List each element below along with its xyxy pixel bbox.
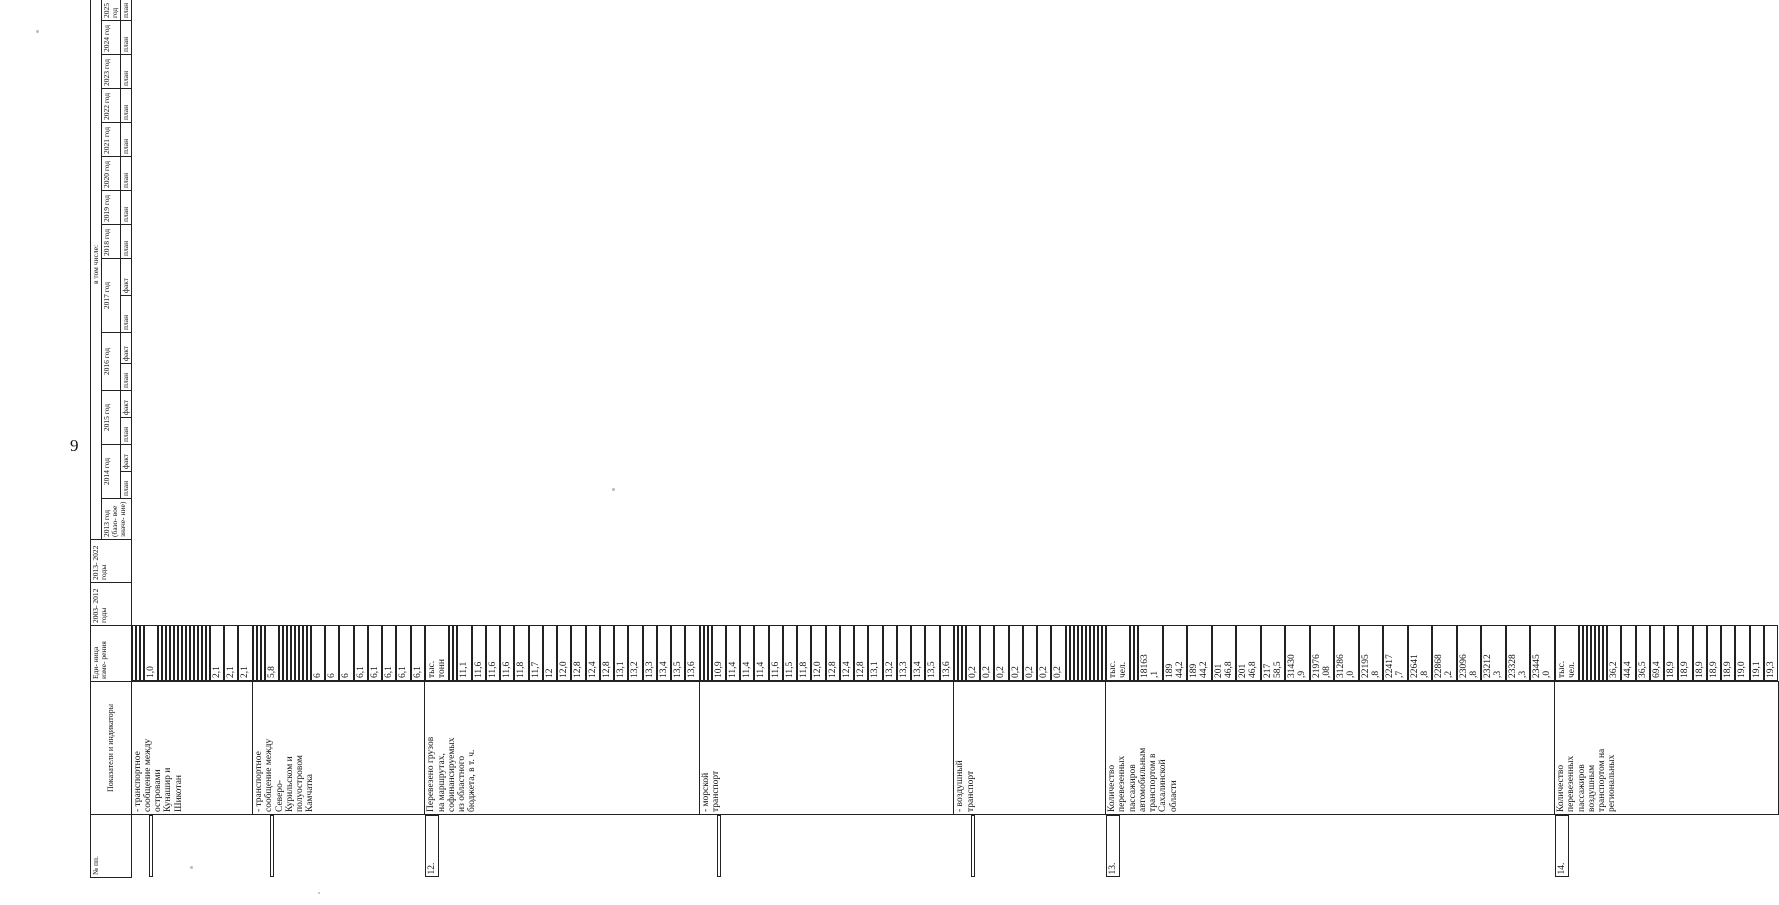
header-plan: план bbox=[120, 55, 131, 89]
cell-p14: 11,4 bbox=[726, 626, 740, 682]
cell-no: 12. bbox=[425, 815, 439, 878]
cell-y24: 23328 ,3 bbox=[1506, 626, 1531, 682]
cell-y19: 6 bbox=[325, 626, 339, 682]
cell-p16: 0,2 bbox=[1037, 626, 1051, 682]
cell-y23: 13,4 bbox=[911, 626, 925, 682]
header-unit: Еди- ница изме- рения bbox=[91, 626, 132, 682]
page-number: 9 bbox=[70, 436, 79, 455]
header-plan: план bbox=[120, 225, 131, 259]
cell-p14: 189 44,2 bbox=[1163, 626, 1188, 682]
cell-p17: 12,0 bbox=[811, 626, 825, 682]
cell-p15: 201 46,8 bbox=[1212, 626, 1237, 682]
cell-y19: 22417 ,7 bbox=[1383, 626, 1408, 682]
cell-b2013: 0,2 bbox=[966, 626, 980, 682]
cell-no bbox=[717, 815, 721, 878]
header-2024: 2024 год bbox=[101, 21, 120, 55]
cell-p16: 11,7 bbox=[529, 626, 543, 682]
cell-p14: 11,6 bbox=[472, 626, 486, 682]
cell-no bbox=[149, 815, 153, 878]
rotated-table-container bbox=[90, 2, 1776, 878]
cell-y22: 23096 ,8 bbox=[1457, 626, 1482, 682]
cell-y22: 13,3 bbox=[643, 626, 657, 682]
cell-y18: 18,9 bbox=[1664, 626, 1678, 682]
cell-f14: 11,6 bbox=[486, 626, 500, 682]
cell-y22: 18,9 bbox=[1721, 626, 1735, 682]
header-2018: 2018 год bbox=[101, 225, 120, 259]
cell-f15: 11,6 bbox=[769, 626, 783, 682]
scan-speck bbox=[190, 866, 193, 869]
header-2023: 2023 год bbox=[101, 55, 120, 89]
cell-p16: 36,2 bbox=[1607, 626, 1621, 682]
cell-p15: 0,2 bbox=[1009, 626, 1023, 682]
cell-name: Количество перевезенных пассажиров воздушным транспортом на региональных bbox=[1555, 682, 1779, 815]
header-plan: план bbox=[120, 0, 131, 21]
header-plan: план bbox=[120, 418, 131, 445]
scan-speck bbox=[612, 488, 615, 491]
scan-speck bbox=[318, 892, 320, 894]
table-row bbox=[253, 0, 425, 878]
cell-no bbox=[971, 815, 975, 878]
cell-y25: 13,6 bbox=[940, 626, 954, 682]
cell-f17: 12,8 bbox=[826, 626, 840, 682]
cell-f17: 69,4 bbox=[1650, 626, 1664, 682]
table-row bbox=[700, 0, 954, 878]
header-fact: факт bbox=[120, 391, 131, 418]
cell-y18: 6 bbox=[311, 626, 325, 682]
cell-y21: 13,2 bbox=[628, 626, 642, 682]
cell-name: - морской транспорт bbox=[700, 682, 954, 815]
cell-y19: 12,8 bbox=[600, 626, 614, 682]
header-fact: факт bbox=[120, 445, 131, 472]
cell-y24: 2,1 bbox=[224, 626, 238, 682]
cell-y25: 19,3 bbox=[1764, 626, 1778, 682]
cell-y23: 2,1 bbox=[210, 626, 224, 682]
cell-y19: 12,8 bbox=[854, 626, 868, 682]
table-row bbox=[1555, 0, 1779, 878]
cell-f14: 11,4 bbox=[740, 626, 754, 682]
cell-y21: 18,9 bbox=[1707, 626, 1721, 682]
cell-unit: тыс. чел. bbox=[1555, 626, 1580, 682]
cell-b2013: 1,0 bbox=[144, 626, 158, 682]
cell-f14: 0,2 bbox=[994, 626, 1008, 682]
header-2013-2022: 2013- 2022 годы bbox=[91, 540, 132, 583]
header-2017: 2017 год bbox=[101, 259, 120, 333]
cell-y18: 12,4 bbox=[840, 626, 854, 682]
header-plan: план bbox=[120, 21, 131, 55]
header-2003-2012: 2003- 2012 годы bbox=[91, 583, 132, 626]
header-plan: план bbox=[120, 472, 131, 499]
cell-f15: 11,8 bbox=[514, 626, 528, 682]
cell-y22: 6,1 bbox=[368, 626, 382, 682]
cell-y20: 22641 ,8 bbox=[1408, 626, 1433, 682]
cell-y25: 6,1 bbox=[411, 626, 425, 682]
cell-y21: 6,1 bbox=[354, 626, 368, 682]
cell-p17: 21976 ,08 bbox=[1310, 626, 1335, 682]
header-2016: 2016 год bbox=[101, 333, 120, 391]
cell-name: - транспортное сообщение между островами Кунашир и Шикотан bbox=[131, 682, 253, 815]
cell-no bbox=[270, 815, 274, 878]
cell-y24: 6,1 bbox=[396, 626, 410, 682]
header-plan: план bbox=[120, 296, 131, 333]
cell-f16: 31430 ,9 bbox=[1285, 626, 1310, 682]
cell-y24: 13,5 bbox=[671, 626, 685, 682]
table-row bbox=[425, 0, 700, 878]
cell-p16: 217 58,5 bbox=[1261, 626, 1286, 682]
header-2022: 2022 год bbox=[101, 89, 120, 123]
cell-y25: 13,6 bbox=[685, 626, 699, 682]
cell-name: - воздушный транспорт bbox=[954, 682, 1106, 815]
header-plan: план bbox=[120, 157, 131, 191]
cell-f16: 0,2 bbox=[1051, 626, 1065, 682]
cell-y21: 13,2 bbox=[883, 626, 897, 682]
header-plan: план bbox=[120, 89, 131, 123]
cell-no: 13. bbox=[1106, 815, 1120, 878]
cell-f17: 12,8 bbox=[571, 626, 585, 682]
cell-y24: 13,5 bbox=[925, 626, 939, 682]
indicators-table bbox=[90, 0, 1779, 878]
header-incl: в том числе: bbox=[91, 0, 102, 540]
cell-name: - транспортное сообщение между Северо- Курильском и полуостровом Камчатка bbox=[253, 682, 425, 815]
header-plan: план bbox=[120, 364, 131, 391]
table-row bbox=[131, 0, 253, 878]
header-indicator: Показатели и индикаторы bbox=[91, 682, 132, 815]
cell-name: Количество перевезенных пассажиров автомобильным транспортом в Сахалинской области bbox=[1106, 682, 1555, 815]
cell-unit: тыс. тонн bbox=[425, 626, 450, 682]
cell-f16: 11,8 bbox=[797, 626, 811, 682]
cell-y24: 19,1 bbox=[1750, 626, 1764, 682]
cell-y23: 19,0 bbox=[1735, 626, 1749, 682]
cell-y22: 13,3 bbox=[897, 626, 911, 682]
scan-speck bbox=[36, 30, 39, 33]
table-row bbox=[1106, 0, 1555, 878]
cell-f16: 44,4 bbox=[1621, 626, 1635, 682]
cell-y20: 18,9 bbox=[1693, 626, 1707, 682]
header-no: № пп. bbox=[91, 815, 132, 878]
header-2014: 2014 год bbox=[101, 445, 120, 499]
cell-f15: 0,2 bbox=[1023, 626, 1037, 682]
cell-p15: 11,6 bbox=[500, 626, 514, 682]
cell-no: 14. bbox=[1555, 815, 1569, 878]
header-plan: план bbox=[120, 191, 131, 225]
cell-y18: 22195 ,8 bbox=[1359, 626, 1384, 682]
cell-p17: 12,0 bbox=[557, 626, 571, 682]
header-fact: факт bbox=[120, 333, 131, 364]
cell-y23: 13,4 bbox=[657, 626, 671, 682]
header-fact: факт bbox=[120, 259, 131, 296]
cell-p14: 0,2 bbox=[980, 626, 994, 682]
cell-y18: 12,4 bbox=[586, 626, 600, 682]
cell-y20: 13,1 bbox=[614, 626, 628, 682]
header-2015: 2015 год bbox=[101, 391, 120, 445]
cell-p17: 36,5 bbox=[1636, 626, 1650, 682]
table-row bbox=[954, 0, 1106, 878]
cell-y25: 2,1 bbox=[238, 626, 252, 682]
cell-y20: 13,1 bbox=[868, 626, 882, 682]
cell-y23: 23212 ,3 bbox=[1481, 626, 1506, 682]
cell-b2013: 5,8 bbox=[265, 626, 279, 682]
cell-y21: 22868 ,2 bbox=[1432, 626, 1457, 682]
header-2020: 2020 год bbox=[101, 157, 120, 191]
cell-name: Перевезено грузов на маршрутах, софинансируемых из областного бюджета, в т. ч. bbox=[425, 682, 700, 815]
cell-p15: 11,4 bbox=[754, 626, 768, 682]
cell-y20: 6 bbox=[339, 626, 353, 682]
header-2019: 2019 год bbox=[101, 191, 120, 225]
cell-y23: 6,1 bbox=[382, 626, 396, 682]
cell-f16: 12 bbox=[543, 626, 557, 682]
cell-f14: 189 44,2 bbox=[1187, 626, 1212, 682]
cell-y25: 23445 ,0 bbox=[1530, 626, 1555, 682]
cell-y19: 18,9 bbox=[1678, 626, 1692, 682]
cell-unit: тыс. чел. bbox=[1106, 626, 1131, 682]
cell-p16: 11,5 bbox=[783, 626, 797, 682]
cell-f17: 31286 ,0 bbox=[1334, 626, 1359, 682]
header-2013: 2013 год (базо- вое значе- ние) bbox=[101, 499, 131, 540]
cell-b2013: 11,1 bbox=[457, 626, 471, 682]
header-2021: 2021 год bbox=[101, 123, 120, 157]
header-plan: план bbox=[120, 123, 131, 157]
cell-f15: 201 46,8 bbox=[1236, 626, 1261, 682]
header-2025: 2025 год bbox=[101, 0, 120, 21]
cell-b2013: 18163 ,1 bbox=[1138, 626, 1163, 682]
cell-b2013: 10,9 bbox=[712, 626, 726, 682]
